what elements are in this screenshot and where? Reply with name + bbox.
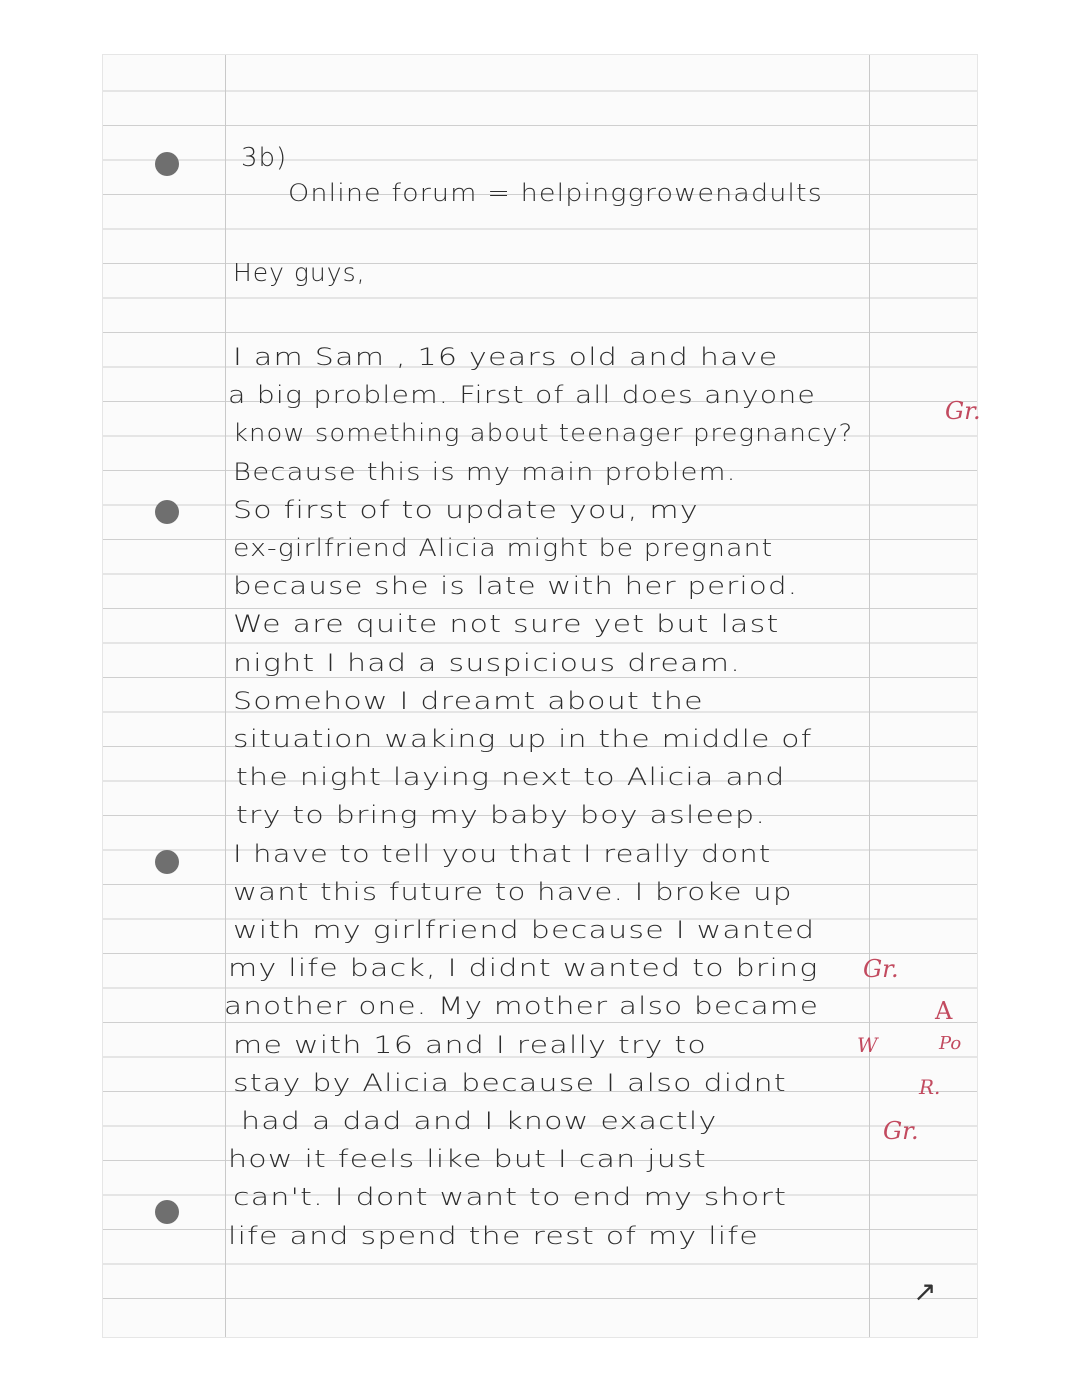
forum-title: Online forum = helpinggrowenadults (288, 179, 823, 207)
margin-note: Gr. (863, 955, 899, 983)
letter-line: Because this is my main problem. (233, 457, 737, 486)
page-turn-arrow: ↗ (913, 1275, 937, 1308)
margin-note: W (857, 1033, 878, 1057)
letter-line: night I had a suspicious dream. (233, 648, 742, 677)
margin-note: Gr. (945, 397, 981, 425)
margin-note: Po (939, 1033, 962, 1054)
letter-line: situation waking up in the middle of (233, 725, 813, 753)
notebook-page (103, 55, 981, 1337)
punch-hole (155, 152, 179, 176)
letter-line: the night laying next to Alicia and (236, 763, 786, 792)
letter-line: I have to tell you that I really dont (233, 839, 772, 868)
margin-note: A (935, 997, 953, 1025)
letter-line: We are quite not sure yet but last (233, 610, 780, 639)
letter-line: another one. My mother also became (224, 992, 820, 1021)
left-margin-line (225, 55, 226, 1337)
letter-line: So first of to update you, my (233, 495, 699, 524)
letter-line: a big problem. First of all does anyone (228, 381, 816, 410)
letter-line: me with 16 and I really try to (233, 1030, 707, 1059)
letter-line: I am Sam , 16 years old and have (233, 343, 779, 371)
right-margin-line (869, 55, 870, 1337)
letter-line: try to bring my baby boy asleep. (236, 801, 767, 830)
letter-line: had a dad and I know exactly (241, 1107, 718, 1135)
letter-line: how it feels like but I can just (228, 1145, 707, 1174)
letter-line: life and spend the rest of my life (228, 1221, 759, 1250)
letter-line: my life back, I didnt wanted to bring (228, 954, 819, 983)
letter-line: because she is late with her period. (233, 572, 799, 601)
letter-line: with my girlfriend because I wanted (233, 916, 816, 944)
letter-line: Somehow I dreamt about the (233, 686, 704, 715)
task-number: 3b) (241, 143, 288, 173)
margin-note: R. (919, 1075, 941, 1099)
letter-line: stay by Alicia because I also didnt (233, 1068, 787, 1097)
letter-line: can't. I dont want to end my short (233, 1183, 788, 1212)
punch-hole (155, 850, 179, 874)
letter-line: want this future to have. I broke up (233, 877, 793, 906)
margin-note: Gr. (883, 1117, 919, 1145)
punch-hole (155, 500, 179, 524)
greeting: Hey guys, (233, 258, 366, 287)
letter-line: know something about teenager pregnancy? (233, 419, 854, 448)
punch-hole (155, 1200, 179, 1224)
letter-line: ex-girlfriend Alicia might be pregnant (233, 534, 774, 562)
